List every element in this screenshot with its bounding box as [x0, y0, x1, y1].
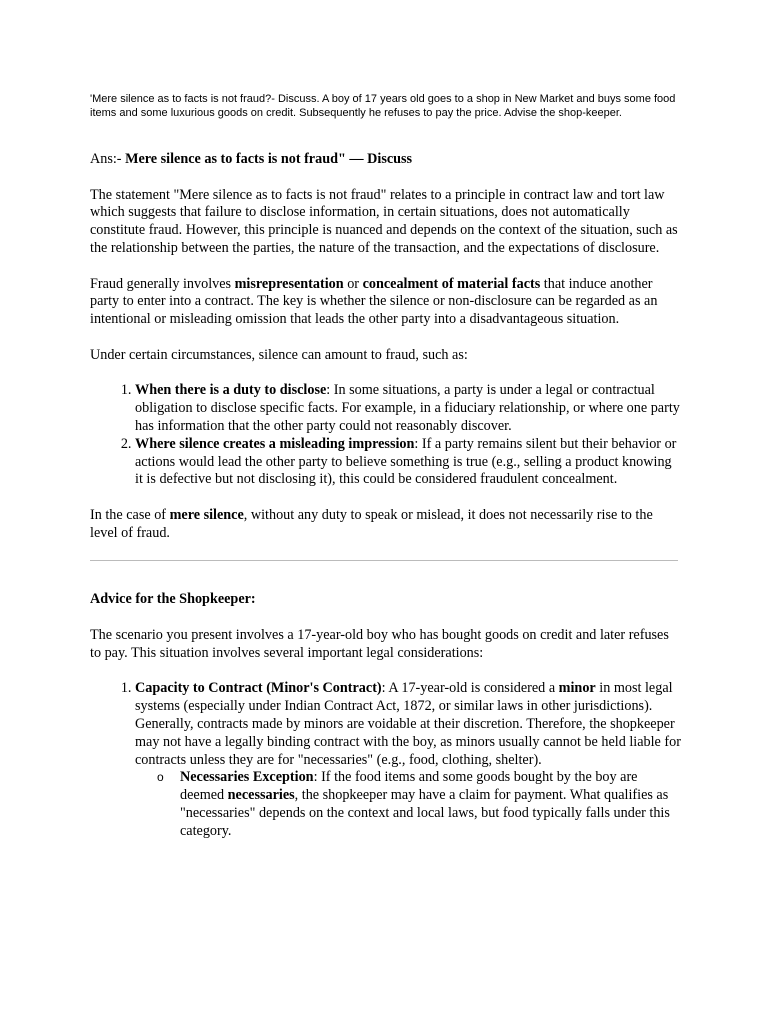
list-item-title: Capacity to Contract (Minor's Contract)	[135, 680, 382, 697]
text-run: in most legal systems (especially under Indian Contract Act, 1872, or similar laws in other jurisdictions). Generally, contracts made by minors are voidable at their discretion. Therefore, the shopkeeper may not have a legally binding contract with the boy, as minors usually cannot be held liable for contracts unless they are for "necessaries" (e.g., food, clothing, shelter).	[135, 680, 681, 768]
answer-content	[90, 151, 682, 858]
advice-heading-text: Advice for the Shopkeeper:	[90, 591, 256, 608]
paragraph-intro: The statement "Mere silence as to facts is not fraud" relates to a principle in contract law and tort law which suggests that failure to disclose information, in certain situations, does not automatically constitute fraud. However, this principle is nuanced and depends on the context of the situation, such as the relationship between the parties, the nature of the transaction, and the expectations of disclosure.	[90, 186, 678, 256]
bold-run: concealment of material facts	[362, 275, 541, 292]
paragraph-scenario: The scenario you present involves a 17-year-old boy who has bought goods on credit and later refuses to pay. This situation involves several important legal considerations:	[90, 626, 669, 661]
answer-heading	[90, 151, 682, 169]
text-run: that induce another party to enter into a contract. The key is whether the silence or non-disclosure can be regarded as an intentional or misleading omission that leads the other party into a disadvantageous situation.	[90, 275, 658, 328]
sub-list	[135, 769, 682, 840]
circumstances-list	[90, 382, 682, 489]
horizontal-divider	[90, 560, 678, 561]
bold-run: misrepresentation	[234, 275, 344, 292]
list-item	[135, 382, 682, 435]
list-item-title: When there is a duty to disclose	[135, 382, 327, 399]
bold-run: necessaries	[227, 787, 295, 804]
text-run: , the shopkeeper may have a claim for payment. What qualifies as "necessaries" depends on the context and local laws, but food typically falls under this category.	[180, 787, 670, 839]
list-item-title: Where silence creates a misleading impression	[135, 435, 415, 452]
bold-run: minor	[558, 680, 596, 697]
advice-heading	[90, 591, 682, 609]
advice-list	[90, 680, 682, 840]
bold-run: mere silence	[169, 506, 244, 523]
list-item-text: : In some situations, a party is under a legal or contractual obligation to disclose specific facts. For example, in a fiduciary relationship, or where one party has information that the other party could not reasonably discover.	[135, 382, 680, 434]
text-run: In the case of	[90, 506, 170, 523]
paragraph-mere-silence	[90, 507, 682, 543]
list-item-title: Necessaries Exception	[180, 769, 314, 786]
list-item	[135, 680, 682, 840]
answer-prefix: Ans:-	[90, 151, 126, 167]
paragraph-circumstances: Under certain circumstances, silence can amount to fraud, such as:	[90, 346, 468, 363]
circle-bullet-icon: o	[157, 770, 164, 785]
text-run: : A 17-year-old is considered a	[381, 680, 559, 697]
sub-list-item	[157, 769, 682, 840]
text-run: : If the food items and some goods bought by the boy are deemed	[180, 769, 638, 804]
question-text: 'Mere silence as to facts is not fraud?- Discuss. A boy of 17 years old goes to a shop in New Market and buys some food items and some luxurious goods on credit. Subsequently he refuses to pay the price. Advise the shop-keeper.	[90, 93, 676, 119]
answer-title: Mere silence as to facts is not fraud" — Discuss	[125, 151, 413, 167]
list-item-text: : If a party remains silent but their behavior or actions would lead the other party to believe something is true (e.g., selling a product knowing it is defective but not disclosing it), this could be considered fraudulent concealment.	[135, 435, 677, 488]
list-item	[135, 436, 682, 489]
paragraph-fraud-definition	[90, 276, 682, 329]
text-run: , without any duty to speak or mislead, it does not necessarily rise to the level of fraud.	[90, 506, 653, 541]
text-run: or	[343, 275, 363, 292]
text-run: Fraud generally involves	[90, 275, 235, 292]
